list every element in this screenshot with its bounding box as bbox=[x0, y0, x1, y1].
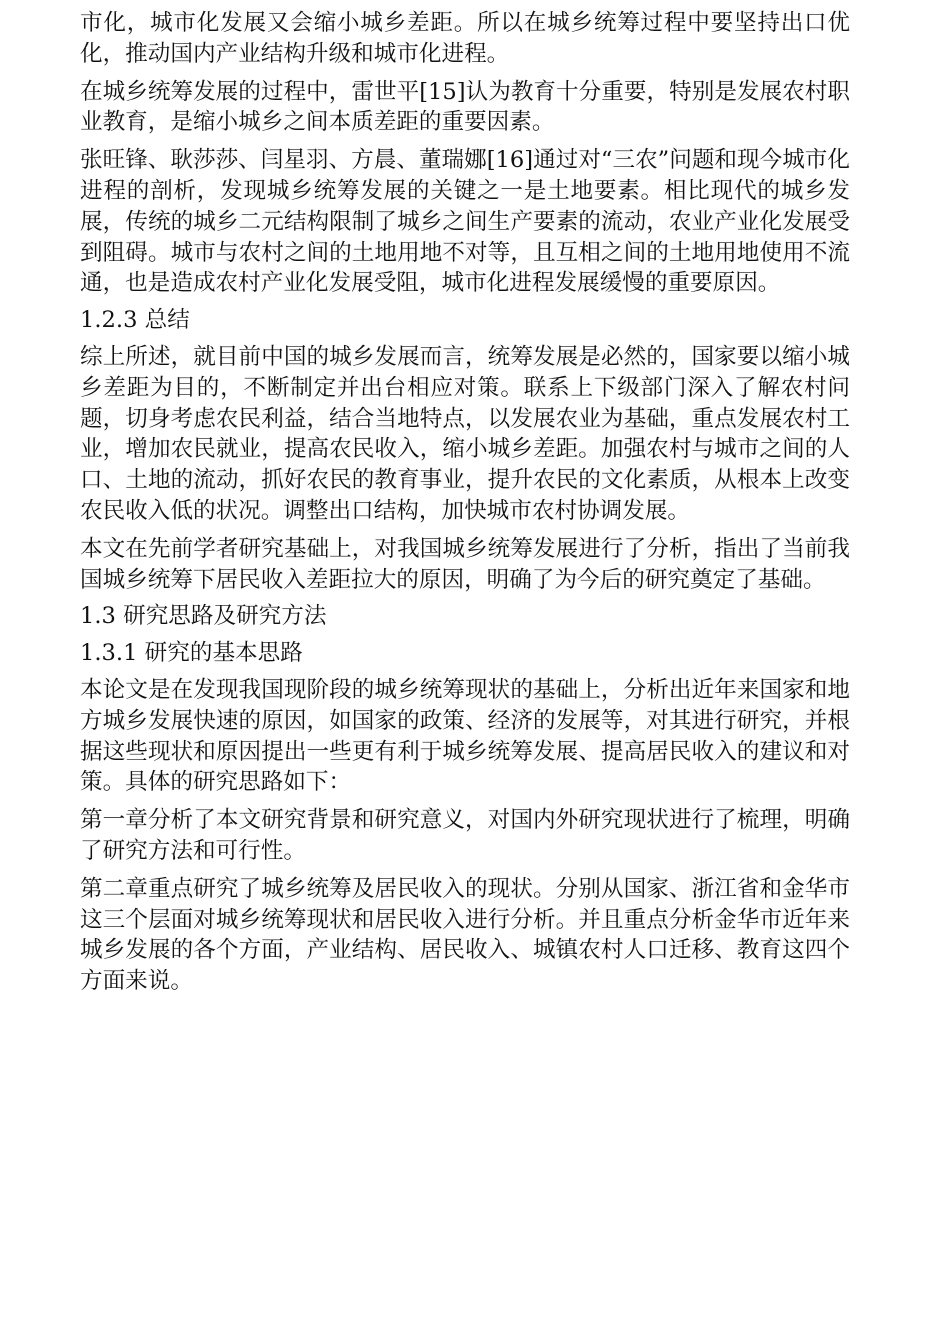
paragraph-summary: 综上所述，就目前中国的城乡发展而言，统筹发展是必然的，国家要以缩小城乡差距为目的，不断制定并出台相应对策。联系上下级部门深入了解农村问题，切身考虑农民利益，结合当地特点，以发展农业为基础，重点发展农村工业，增加农民就业，提高农民收入，缩小城乡差距。加强农村与城市之间的人口、土地的流动，抓好农民的教育事业，提升农民的文化素质，从根本上改变农民收入低的状况。调整出口结构，加快城市农村协调发展。 bbox=[80, 343, 850, 524]
paragraph-education-vocational: 在城乡统筹发展的过程中，雷世平[15]认为教育十分重要，特别是发展农村职业教育，是缩小城乡之间本质差距的重要因素。 bbox=[80, 78, 850, 136]
document-page bbox=[80, 0, 850, 997]
paragraph-land-factors: 张旺锋、耿莎莎、闫星羽、方晨、董瑞娜[16]通过对“三农”问题和现今城市化进程的剖析，发现城乡统筹发展的关键之一是土地要素。相比现代的城乡发展，传统的城乡二元结构限制了城乡之间生产要素的流动，农业产业化发展受到阻碍。城市与农村之间的土地用地不对等，且互相之间的土地用地使用不流通，也是造成农村产业化发展受阻，城市化进程发展缓慢的重要原因。 bbox=[80, 147, 850, 297]
paragraph-chapter-one: 第一章分析了本文研究背景和研究意义，对国内外研究现状进行了梳理，明确了研究方法和可行性。 bbox=[80, 807, 850, 864]
paragraph-this-paper: 本文在先前学者研究基础上，对我国城乡统筹发展进行了分析，指出了当前我国城乡统筹下居民收入差距拉大的原因，明确了为今后的研究奠定了基础。 bbox=[80, 535, 850, 593]
heading-1-3-research-approach: 1.3 研究思路及研究方法 bbox=[80, 603, 327, 630]
paragraph-basic-approach: 本论文是在发现我国现阶段的城乡统筹现状的基础上，分析出近年来国家和地方城乡发展快速的原因，如国家的政策、经济的发展等，对其进行研究，并根据这些现状和原因提出一些更有利于城乡统筹发展、提高居民收入的建议和对策。具体的研究思路如下： bbox=[80, 676, 850, 796]
paragraph-urbanization-export: 市化，城市化发展又会缩小城乡差距。所以在城乡统筹过程中要坚持出口优化，推动国内产业结构升级和城市化进程。 bbox=[80, 10, 850, 67]
heading-1-2-3-summary: 1.2.3 总结 bbox=[80, 307, 190, 334]
heading-1-3-1-basic-approach: 1.3.1 研究的基本思路 bbox=[80, 640, 303, 667]
paragraph-chapter-two: 第二章重点研究了城乡统筹及居民收入的现状。分别从国家、浙江省和金华市这三个层面对城乡统筹现状和居民收入进行分析。并且重点分析金华市近年来城乡发展的各个方面，产业结构、居民收入、城镇农村人口迁移、教育这四个方面来说。 bbox=[80, 875, 850, 995]
